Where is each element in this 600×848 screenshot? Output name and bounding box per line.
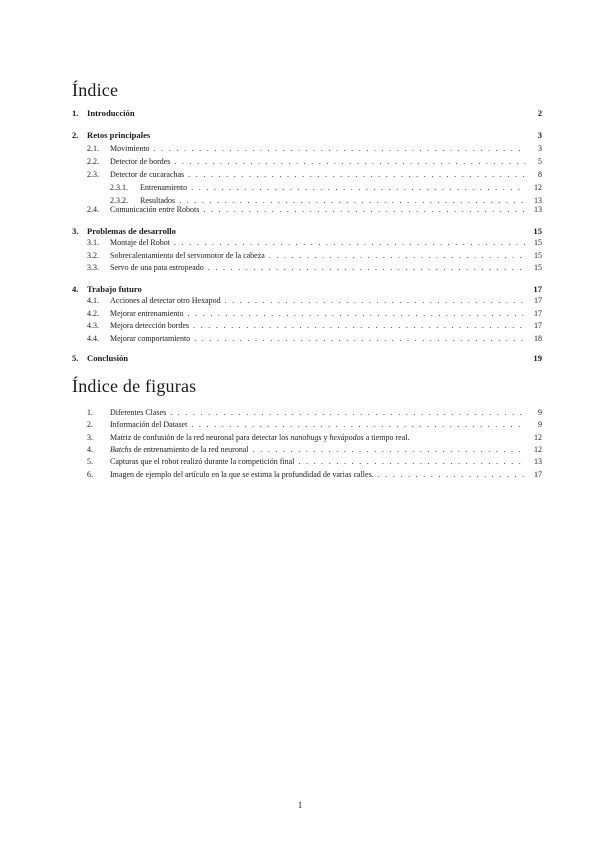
- toc-leader: [208, 261, 526, 274]
- toc-title: Mejorar entrenamiento: [110, 309, 184, 318]
- toc-leader: [193, 319, 526, 332]
- toc-page: 2: [537, 108, 542, 118]
- toc-page: 15: [534, 238, 542, 247]
- toc-leader: [225, 294, 526, 307]
- toc-entry[interactable]: [87, 332, 542, 345]
- toc-number: 2.1.: [87, 144, 99, 153]
- toc-page: 15: [534, 263, 542, 272]
- toc-number: 2.3.: [87, 170, 99, 179]
- toc-entry[interactable]: [87, 168, 542, 181]
- toc-title: Conclusión: [87, 353, 129, 363]
- toc-number: 5.: [72, 353, 79, 363]
- toc-number: 4.4.: [87, 334, 99, 343]
- toc-entry[interactable]: [72, 107, 542, 120]
- toc-page: 15: [533, 226, 542, 236]
- toc-entry[interactable]: [87, 294, 542, 307]
- toc-title: Introducción: [87, 108, 135, 118]
- figure-page: 9: [538, 420, 542, 429]
- toc-page: 18: [534, 334, 542, 343]
- toc-entry[interactable]: [110, 181, 542, 194]
- figure-page: 13: [534, 457, 542, 466]
- toc-entry[interactable]: [87, 319, 542, 332]
- figure-page: 12: [534, 445, 542, 454]
- toc-number: 4.2.: [87, 309, 99, 318]
- toc-title: Entrenamiento: [140, 183, 188, 192]
- figure-entry[interactable]: [87, 468, 542, 481]
- toc-page: 3: [537, 130, 542, 140]
- toc-title: Comunicación entre Robots: [110, 205, 200, 214]
- toc-leader: [174, 236, 526, 249]
- toc-leader: [203, 203, 526, 216]
- figures-heading: Índice de figuras: [72, 376, 197, 396]
- toc-page: 12: [534, 183, 542, 192]
- toc-number: 4.1.: [87, 296, 99, 305]
- toc-title: Resultados: [140, 196, 176, 205]
- toc-leader: [174, 155, 526, 168]
- toc-number: 2.: [72, 130, 79, 140]
- toc-leader: [154, 142, 526, 155]
- figure-number: 2.: [87, 420, 93, 429]
- toc-number: 2.2.: [87, 157, 99, 166]
- toc-entry[interactable]: [87, 236, 542, 249]
- toc-number: 4.3.: [87, 321, 99, 330]
- toc-title: Mejora detección bordes: [110, 321, 190, 330]
- toc-number: 3.: [72, 226, 79, 236]
- toc-number: 3.1.: [87, 238, 99, 247]
- figure-title: Información del Dataset: [110, 420, 188, 429]
- figure-entry[interactable]: [87, 455, 542, 468]
- figure-number: 1.: [87, 408, 93, 417]
- figure-page: 9: [538, 408, 542, 417]
- toc-number: 2.3.1.: [110, 183, 128, 192]
- toc-number: 1.: [72, 108, 79, 118]
- toc-entry[interactable]: [72, 129, 542, 142]
- toc-page: 17: [534, 321, 542, 330]
- toc-title: Detector de bordes: [110, 157, 171, 166]
- toc-title: Movimiento: [110, 144, 150, 153]
- toc-page: 3: [538, 144, 542, 153]
- toc-number: 3.2.: [87, 251, 99, 260]
- toc-title: Retos principales: [87, 130, 151, 140]
- figure-number: 6.: [87, 470, 93, 479]
- toc-entry[interactable]: [72, 352, 542, 365]
- figure-title: Matriz de confusión de la red neuronal para detectar los nanobugs y hexápodos a tiempo real.: [110, 433, 410, 442]
- toc-page: 15: [534, 251, 542, 260]
- figure-number: 5.: [87, 457, 93, 466]
- toc-leader: [188, 168, 526, 181]
- toc-title: Acciones al detectar otro Hexapod: [110, 296, 221, 305]
- toc-title: Problemas de desarrollo: [87, 226, 176, 236]
- toc-page: 17: [534, 309, 542, 318]
- toc-leader: [378, 468, 526, 481]
- toc-number: 2.4.: [87, 205, 99, 214]
- toc-title: Sobrecalentamiento del servomotor de la cabeza: [110, 251, 265, 260]
- toc-entry[interactable]: [87, 155, 542, 168]
- toc-page: 13: [534, 205, 542, 214]
- toc-page: 17: [534, 296, 542, 305]
- toc-title: Trabajo futuro: [87, 284, 142, 294]
- toc-page: 5: [538, 157, 542, 166]
- toc-leader: [298, 455, 526, 468]
- toc-page: 19: [533, 353, 542, 363]
- toc-page: 17: [533, 284, 542, 294]
- toc-entry[interactable]: [87, 203, 542, 216]
- toc-title: Servo de una pata estropeado: [110, 263, 204, 272]
- figure-number: 4.: [87, 445, 93, 454]
- toc-title: Mejorar comportamiento: [110, 334, 191, 343]
- toc-number: 2.3.2.: [110, 196, 128, 205]
- toc-title: Detector de cucarachas: [110, 170, 185, 179]
- figure-title: Batchs de entrenamiento de la red neuronal: [110, 445, 249, 454]
- toc-number: 4.: [72, 284, 79, 294]
- figure-entry[interactable]: [87, 418, 542, 431]
- toc-entry[interactable]: [87, 142, 542, 155]
- figure-title: Diferentes Clases: [110, 408, 167, 417]
- toc-number: 3.3.: [87, 263, 99, 272]
- figure-title: Imagen de ejemplo del artículo en la que se estima la profundidad de varias calles.: [110, 470, 374, 479]
- figure-title: Capturas que el robot realizó durante la competición final: [110, 457, 295, 466]
- figure-page: 17: [534, 470, 542, 479]
- page-number: 1: [297, 800, 303, 810]
- toc-heading: Índice: [72, 80, 119, 100]
- toc-entry[interactable]: [87, 261, 542, 274]
- toc-page: 8: [538, 170, 542, 179]
- toc-page: 13: [534, 196, 542, 205]
- toc-title: Montaje del Robot: [110, 238, 170, 247]
- figure-page: 12: [534, 433, 542, 442]
- toc-leader: [191, 418, 526, 431]
- figure-number: 3.: [87, 433, 93, 442]
- toc-leader: [191, 181, 526, 194]
- toc-leader: [194, 332, 526, 345]
